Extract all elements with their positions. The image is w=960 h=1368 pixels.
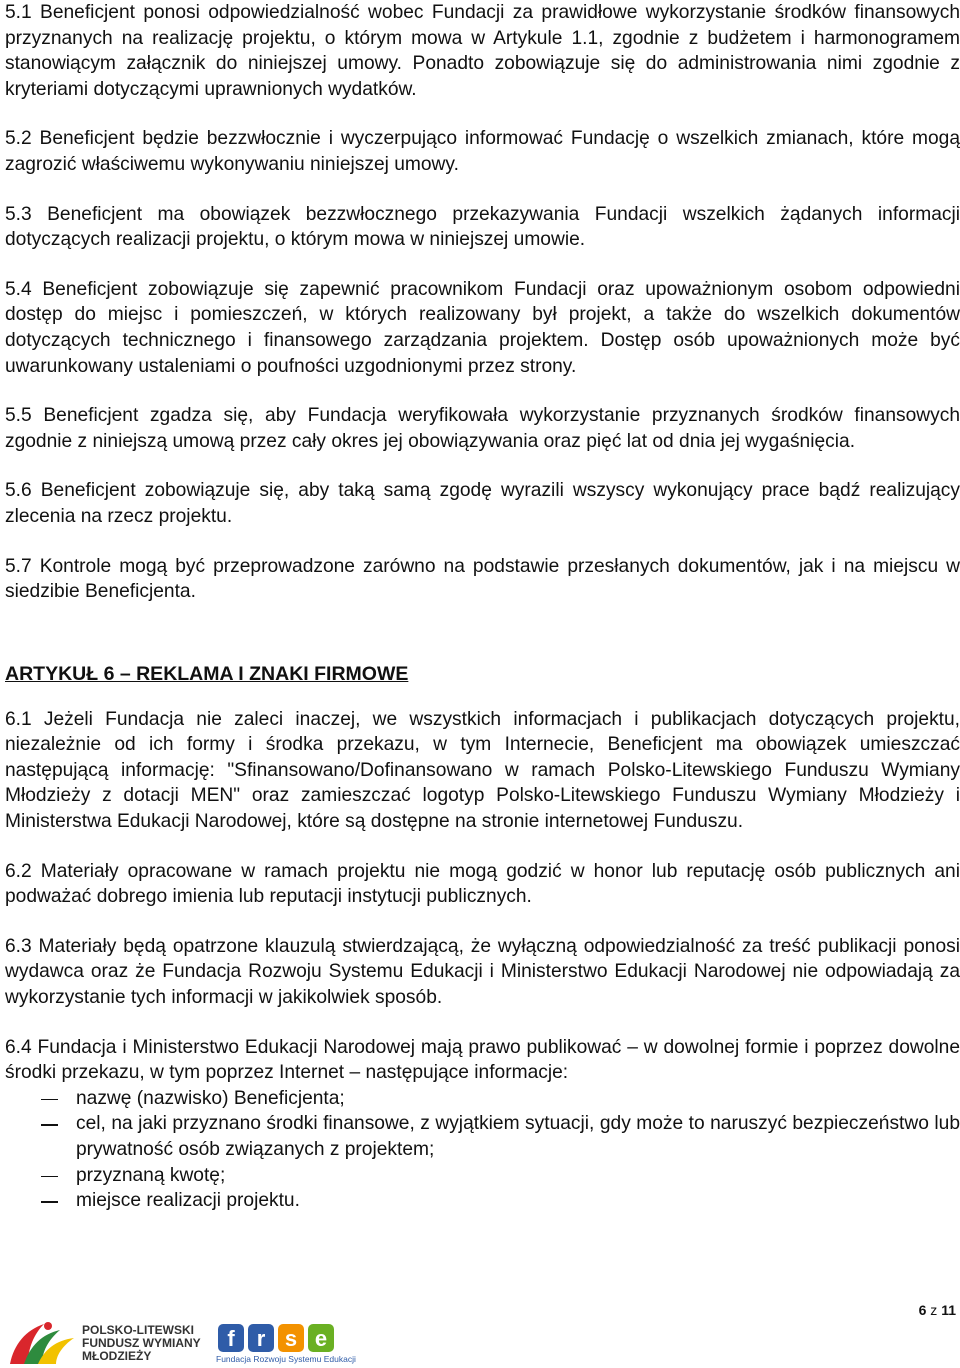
- dash-bullet-icon: [41, 1176, 58, 1178]
- list-item: nazwę (nazwisko) Beneficjenta;: [5, 1086, 960, 1112]
- paragraph-6-2: 6.2 Materiały opracowane w ramach projektu nie mogą godzić w honor lub reputację osób publicznych ani podważać dobrego imienia lub reputacji instytucji publicznych.: [5, 860, 960, 908]
- page-number: 6 z 11: [918, 1302, 956, 1318]
- frse-logo-caption: Fundacja Rozwoju Systemu Edukacji: [216, 1354, 356, 1364]
- svg-text:s: s: [284, 1326, 298, 1351]
- paragraph-5-3: 5.3 Beneficjent ma obowiązek bezzwłocznego przekazywania Fundacji wszelkich żądanych informacji dotyczących realizacji projektu, o którym mowa w niniejszej umowie.: [5, 203, 960, 251]
- page-footer: [0, 1296, 960, 1368]
- dash-bullet-icon: [41, 1124, 58, 1126]
- plfwm-logo-text: POLSKO-LITEWSKI FUNDUSZ WYMIANY MŁODZIEŻY: [82, 1323, 201, 1363]
- paragraph-5-6: 5.6 Beneficjent zobowiązuje się, aby taką samą zgodę wyrazili wszyscy wykonujący prace bądź realizujący zlecenia na rzecz projektu.: [5, 480, 960, 527]
- article-6-heading: ARTYKUŁ 6 – REKLAMA I ZNAKI FIRMOWE: [5, 662, 409, 685]
- paragraph-5-4: 5.4 Beneficjent zobowiązuje się zapewnić pracownikom Fundacji oraz upoważnionym osobom odpowiedni dostęp do miejsc i pomieszczeń, w których realizowany był projekt, a także do wszelkich dokumentów dotyczących technicznego i finansowego zarządzania projektem. Dostęp osób upoważnionych może być uwarunkowany ustaleniami o poufności uzgodnionymi przez strony.: [5, 278, 960, 377]
- paragraph-5-5: 5.5 Beneficjent zgadza się, aby Fundacja weryfikowała wykorzystanie przyznanych środków finansowych zgodnie z niniejszą umową przez cały okres jej obowiązywania oraz pięć lat od dnia jej wygaśnięcia.: [5, 405, 960, 452]
- svg-text:r: r: [256, 1326, 266, 1351]
- dash-bullet-icon: [41, 1201, 58, 1203]
- paragraph-5-2: 5.2 Beneficjent będzie bezzwłocznie i wyczerpująco informować Fundację o wszelkich zmianach, które mogą zagrozić właściwemu wykonywaniu niniejszej umowy.: [5, 128, 960, 175]
- svg-text:f: f: [227, 1326, 235, 1351]
- publication-info-list: [5, 1086, 960, 1214]
- document-page: [5, 0, 960, 1214]
- list-item: przyznaną kwotę;: [5, 1163, 960, 1189]
- svg-text:e: e: [314, 1326, 328, 1351]
- paragraph-6-1: 6.1 Jeżeli Fundacja nie zaleci inaczej, we wszystkich informacjach i publikacjach dotyczących projektu, niezależnie od ich formy i środka przekazu, w tym Internecie, Beneficjent ma obowiązek umieszczać następującą informację: "Sfinansowano/Dofinansowano w ramach Polsko-Litewskiego Funduszu Wymiany Młodzieży z dotacji MEN" oraz zamieszczać logotyp Polsko-Litewskiego Funduszu Wymiany Młodzieży i Ministerstwa Edukacji Narodowej, które są dostępne na stronie internetowej Funduszu.: [5, 708, 960, 833]
- paragraph-5-7: 5.7 Kontrole mogą być przeprowadzone zarówno na podstawie przesłanych dokumentów, jak i na miejscu w siedzibie Beneficjenta.: [5, 555, 960, 603]
- paragraph-6-3: 6.3 Materiały będą opatrzone klauzulą stwierdzającą, że wyłączną odpowiedzialność za treść publikacji ponosi wydawca oraz że Fundacja Rozwoju Systemu Edukacji i Ministerstwo Edukacji Narodowej nie odpowiadają za wykorzystanie tych informacji w jakikolwiek sposób.: [5, 935, 960, 1009]
- paragraph-5-1: 5.1 Beneficjent ponosi odpowiedzialność wobec Fundacji za prawidłowe wykorzystanie środków finansowych przyznanych na realizację projektu, o którym mowa w Artykule 1.1, zgodnie z budżetem i harmonogramem stanowiącym załącznik do niniejszej umowy. Ponadto zobowiązuje się do administrowania nimi zgodnie z kryteriami dotyczącymi uprawnionych wydatków.: [5, 2, 960, 100]
- list-item: miejsce realizacji projektu.: [5, 1188, 960, 1214]
- paragraph-6-4: 6.4 Fundacja i Ministerstwo Edukacji Narodowej mają prawo publikować – w dowolnej formie i poprzez dowolne środki przekazu, w tym poprzez Internet – następujące informacje:: [5, 1036, 960, 1084]
- list-item: cel, na jaki przyznano środki finansowe, z wyjątkiem sytuacji, gdy może to naruszyć bezpieczeństwo lub prywatność osób związanych z projektem;: [5, 1111, 960, 1162]
- dash-bullet-icon: [41, 1099, 58, 1101]
